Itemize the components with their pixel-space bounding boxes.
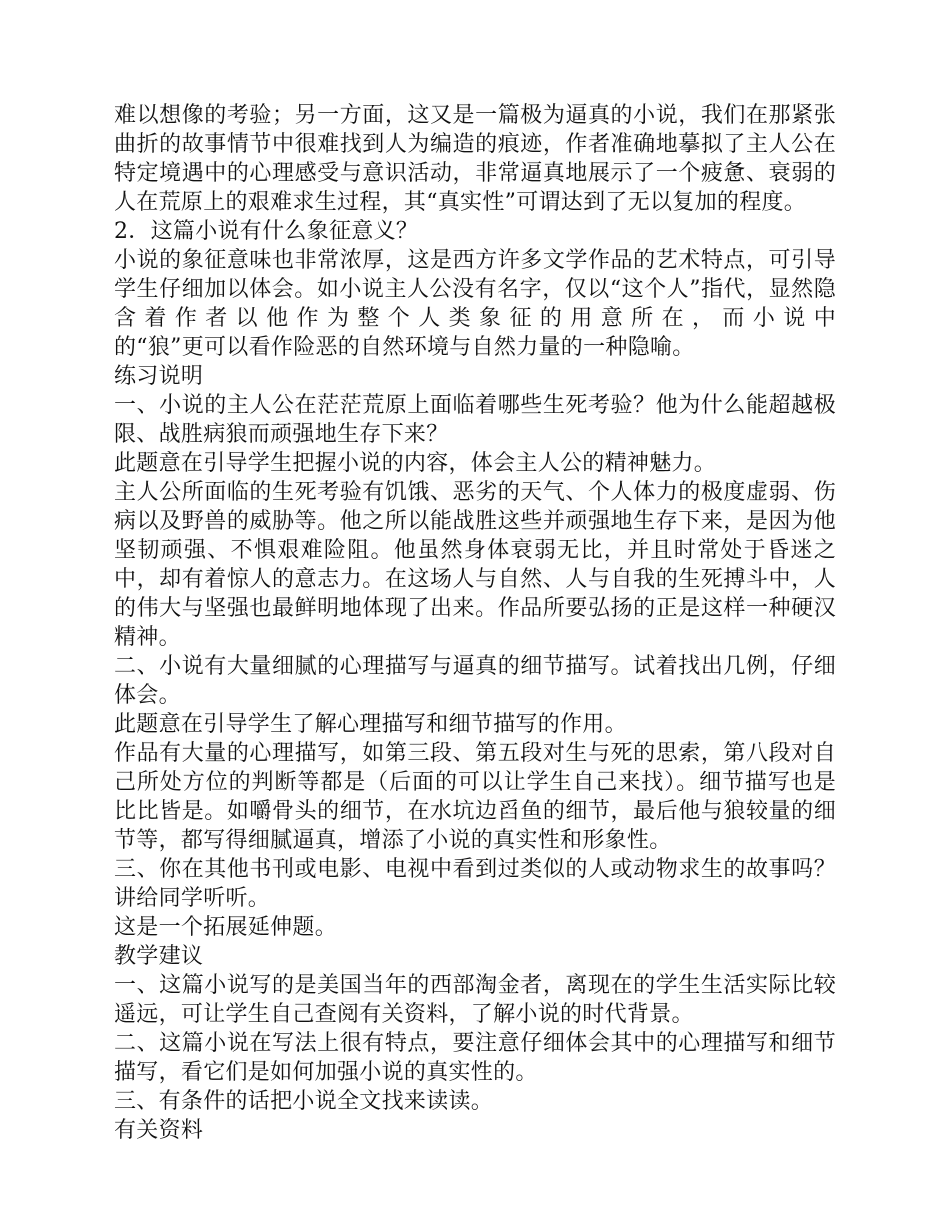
exercise-intent-1: 此题意在引导学生把握小说的内容，体会主人公的精神魅力。 [114, 451, 717, 476]
section-heading-exercise-notes: 练习说明 [114, 364, 204, 389]
paragraph-symbolism: 小说的象征意味也非常浓厚，这是西方许多文学作品的艺术特点，可引导学生仔细加以体会。如小说主人公没有名字，仅以“这个人”指代，显然隐含着作者以他作为整个人类象征的用意所在，而小说中 [114, 248, 836, 331]
teaching-suggestion-2: 二、这篇小说在写法上很有特点，要注意仔细体会其中的心理描写和细节描写，看它们是如何加强小说的真实性的。 [114, 1031, 836, 1085]
exercise-answer-1: 主人公所面临的生死考验有饥饿、恶劣的天气、个人体力的极度虚弱、伤病以及野兽的威胁等。他之所以能战胜这些并顽强地生存下来，是因为他坚韧顽强、不惧艰难险阻。他虽然身体衰弱无比，并且时常处于昏迷之中，却有着惊人的意志力。在这场人与自然、人与自我的生死搏斗中，人的伟大与坚强也最鲜明地体现了出来。作品所要弘扬的正是这样一种硬汉精神。 [114, 480, 836, 650]
exercise-question-1: 一、小说的主人公在茫茫荒原上面临着哪些生死考验？他为什么能超越极限、战胜病狼而顽强地生存下来？ [114, 393, 836, 447]
exercise-question-3: 三、你在其他书刊或电影、电视中看到过类似的人或动物求生的故事吗？讲给同学听听。 [114, 857, 836, 911]
exercise-question-2: 二、小说有大量细腻的心理描写与逼真的细节描写。试着找出几例，仔细体会。 [114, 654, 836, 708]
question-heading-symbolism: 2．这篇小说有什么象征意义？ [114, 219, 419, 244]
document-body [114, 101, 836, 1145]
paragraph-realism-summary: 难以想像的考验；另一方面，这又是一篇极为逼真的小说，我们在那紧张曲折的故事情节中很难找到人为编造的痕迹，作者准确地摹拟了主人公在特定境遇中的心理感受与意识活动，非常逼真地展示了一个疲惫、衰弱的人在荒原上的艰难求生过程，其“真实性”可谓达到了无以复加的程度。 [114, 103, 836, 215]
teaching-suggestion-3: 三、有条件的话把小说全文找来读读。 [114, 1089, 494, 1114]
exercise-answer-2: 作品有大量的心理描写，如第三段、第五段对生与死的思索，第八段对自己所处方位的判断等都是（后面的可以让学生自己来找）。细节描写也是比比皆是。如嚼骨头的细节，在水坑边舀鱼的细节，最后他与狼较量的细节等，都写得细腻逼真，增添了小说的真实性和形象性。 [114, 741, 836, 853]
section-heading-teaching-suggestions: 教学建议 [114, 944, 204, 969]
section-heading-related-materials: 有关资料 [114, 1118, 204, 1143]
exercise-answer-3: 这是一个拓展延伸题。 [114, 915, 338, 940]
exercise-intent-2: 此题意在引导学生了解心理描写和细节描写的作用。 [114, 712, 627, 737]
paragraph-symbolism-wolf: 的“狼”更可以看作险恶的自然环境与自然力量的一种隐喻。 [114, 335, 695, 360]
teaching-suggestion-1: 一、这篇小说写的是美国当年的西部淘金者，离现在的学生生活实际比较遥远，可让学生自己查阅有关资料，了解小说的时代背景。 [114, 973, 836, 1027]
